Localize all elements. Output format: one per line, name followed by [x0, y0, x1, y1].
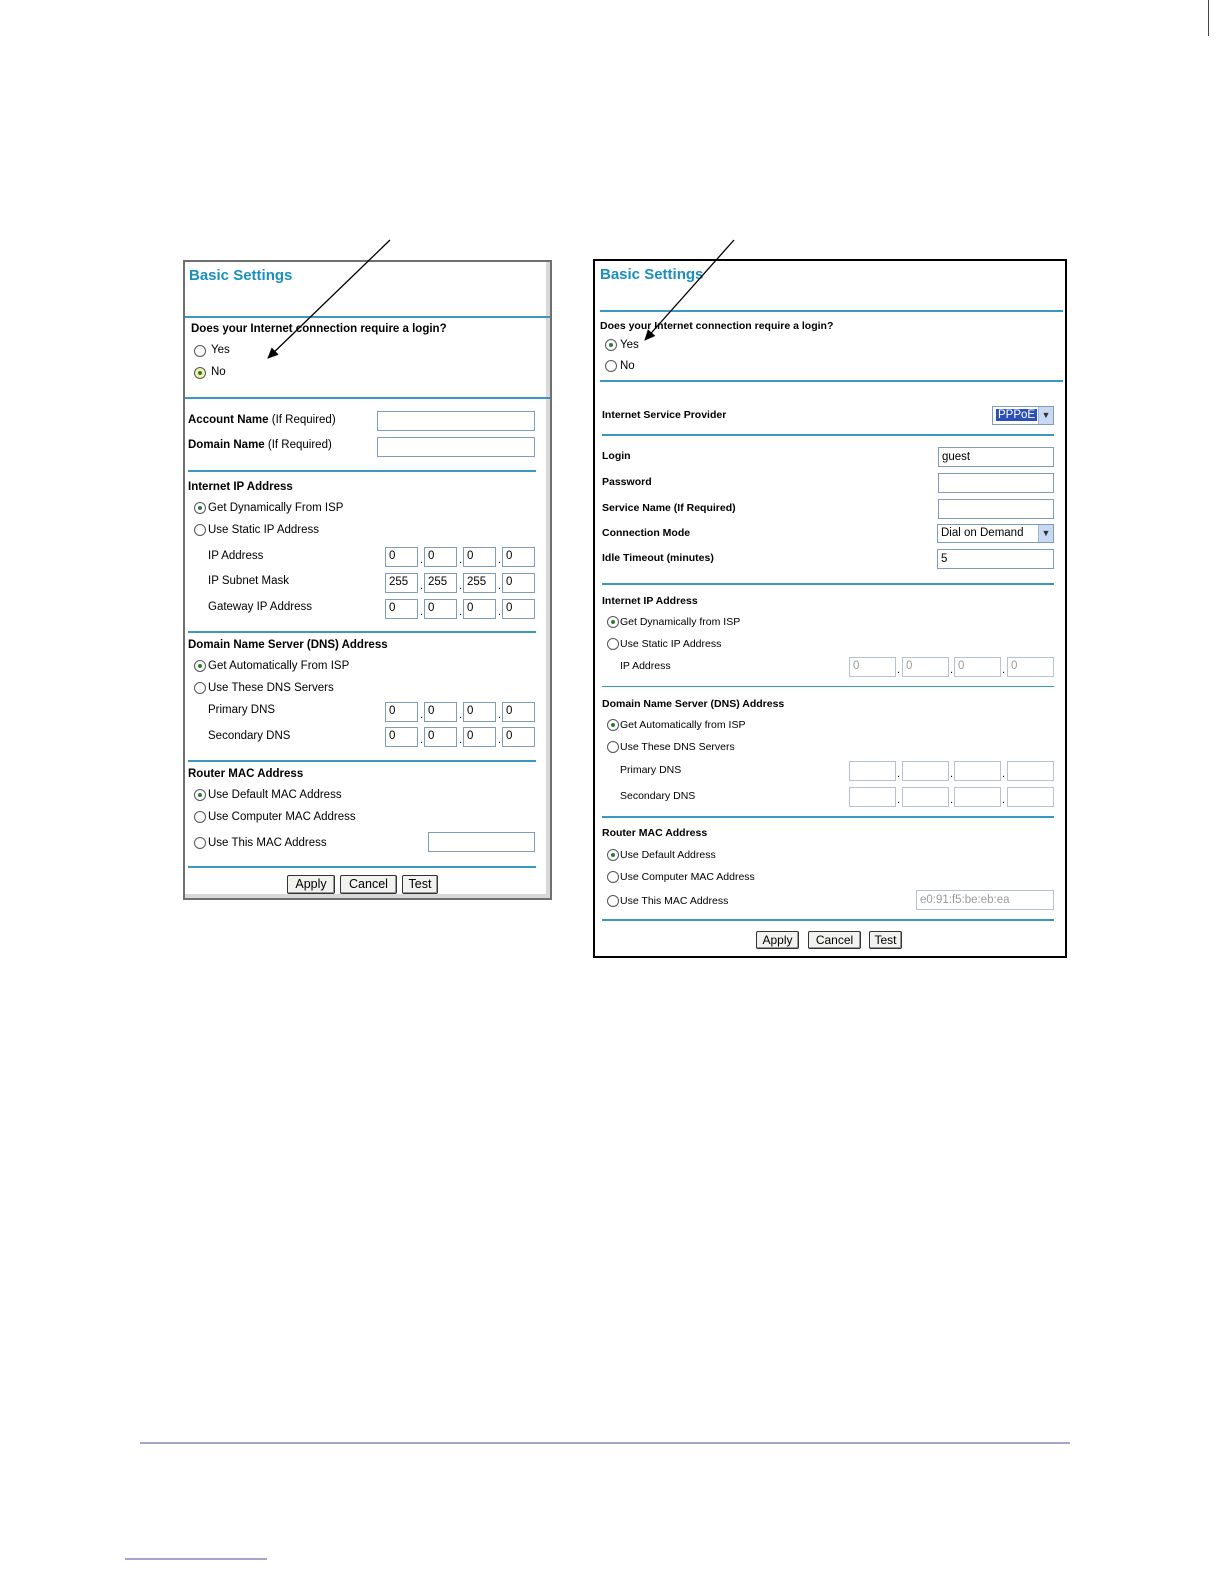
login-yes-label: Yes	[211, 344, 230, 356]
connection-mode-value: Dial on Demand	[941, 527, 1024, 539]
mac-header: Router MAC Address	[188, 768, 304, 780]
password-label: Password	[602, 476, 652, 488]
primary-dns-octet-input[interactable]: 0	[424, 702, 457, 722]
ip-octet-input[interactable]: 0	[849, 657, 896, 677]
login-label: Login	[602, 450, 631, 462]
callout-arrow-left	[268, 240, 390, 358]
login-input[interactable]: guest	[938, 447, 1054, 467]
subnet-octet-input[interactable]: 255	[424, 573, 457, 593]
gateway-label: Gateway IP Address	[208, 601, 312, 613]
dns-auto-label: Get Automatically from ISP	[620, 719, 746, 731]
login-no-label: No	[211, 366, 226, 378]
login-question: Does your Internet connection require a login?	[191, 323, 447, 335]
dns-manual-label: Use These DNS Servers	[620, 741, 735, 753]
basic-settings-panel-no-login: Basic Settings Does your Internet connection require a login? Yes No Account Name (If Required) Domain Name (If Required) Internet IP Address Get Dynamically From ISP Use Static IP Address IP Address 0 . 0 . 0 . 0 IP Subnet Mask 255 . 255 . 255 . 0 Gateway IP Address 0 . 0 . 0 . 0 Domain Name Server (DNS) Address Get Automatically From ISP Use These DNS Servers Primary DNS 0 . 0 . 0 . 0 Secondary DNS 0 . 0 . 0 . 0 Router MAC Address Use Default MAC Address Use Computer MAC Address Use This MAC Address Apply Cancel Test	[183, 260, 552, 900]
gateway-octet-input[interactable]: 0	[463, 599, 496, 619]
ip-octet-input[interactable]: 0	[463, 547, 496, 567]
domain-name-label: Domain Name (If Required)	[188, 439, 332, 451]
subnet-octet-input[interactable]: 0	[502, 573, 535, 593]
connection-mode-label: Connection Mode	[602, 527, 691, 539]
ip-static-label: Use Static IP Address	[208, 524, 320, 536]
ip-static-label: Use Static IP Address	[620, 638, 722, 650]
mac-default-label: Use Default MAC Address	[208, 789, 342, 801]
login-question: Does your Internet connection require a login?	[600, 320, 834, 332]
cancel-button[interactable]: Cancel	[808, 931, 861, 949]
login-yes-label: Yes	[620, 339, 639, 351]
internet-ip-header: Internet IP Address	[602, 595, 698, 607]
secondary-dns-octet-input[interactable]: 0	[424, 727, 457, 747]
chevron-down-icon: ▼	[1038, 407, 1053, 424]
ip-octet-input[interactable]: 0	[502, 547, 535, 567]
dns-manual-label: Use These DNS Servers	[208, 682, 334, 694]
secondary-dns-octet-input[interactable]: 0	[463, 727, 496, 747]
cancel-button[interactable]: Cancel	[340, 875, 397, 894]
primary-dns-octet-input[interactable]: 0	[463, 702, 496, 722]
secondary-dns-label: Secondary DNS	[620, 790, 696, 802]
subnet-octet-input[interactable]: 255	[385, 573, 418, 593]
primary-dns-label: Primary DNS	[620, 764, 682, 776]
primary-dns-octet-input[interactable]: 0	[385, 702, 418, 722]
page-title: Basic Settings	[600, 266, 704, 283]
idle-timeout-label: Idle Timeout (minutes)	[602, 552, 714, 564]
mac-this-label: Use This MAC Address	[208, 837, 327, 849]
chevron-down-icon: ▼	[1038, 525, 1053, 542]
callout-arrow-right	[645, 240, 734, 340]
subnet-mask-label: IP Subnet Mask	[208, 575, 289, 587]
mac-address-input[interactable]: e0:91:f5:be:eb:ea	[916, 890, 1054, 910]
apply-button[interactable]: Apply	[756, 931, 799, 949]
ip-dynamic-label: Get Dynamically from ISP	[620, 616, 741, 628]
primary-dns-octet-input[interactable]: 0	[502, 702, 535, 722]
mac-computer-label: Use Computer MAC Address	[620, 871, 755, 883]
dns-header: Domain Name Server (DNS) Address	[188, 639, 388, 651]
secondary-dns-octet-input[interactable]: 0	[502, 727, 535, 747]
ip-octet-input[interactable]: 0	[954, 657, 1001, 677]
ip-address-label: IP Address	[208, 550, 264, 562]
dns-auto-label: Get Automatically From ISP	[208, 660, 350, 672]
ip-address-label: IP Address	[620, 660, 671, 672]
secondary-dns-octet-input[interactable]: 0	[385, 727, 418, 747]
secondary-dns-label: Secondary DNS	[208, 730, 291, 742]
account-name-label: Account Name (If Required)	[188, 414, 336, 426]
mac-computer-label: Use Computer MAC Address	[208, 811, 356, 823]
top-right-rule	[1208, 0, 1209, 36]
test-button[interactable]: Test	[869, 931, 902, 949]
apply-button[interactable]: Apply	[287, 875, 335, 894]
gateway-octet-input[interactable]: 0	[502, 599, 535, 619]
primary-dns-label: Primary DNS	[208, 704, 276, 716]
isp-selected-value: PPPoE	[998, 409, 1036, 421]
gateway-octet-input[interactable]: 0	[424, 599, 457, 619]
mac-this-label: Use This MAC Address	[620, 895, 729, 907]
basic-settings-panel-pppoe: Basic Settings Does your Internet connection require a login? Yes No Internet Service Provider PPPoE ▼ Login guest Password Service Name (If Required) Connection Mode Dial on Demand ▼ Idle Timeout (minutes) 5 Internet IP Address Get Dynamically from ISP Use Static IP Address IP Address 0 . 0 . 0 . 0 Domain Name Server (DNS) Address Get Automatically from ISP Use These DNS Servers Primary DNS . . . Secondary DNS . . . Router MAC Address Use Default Address Use Computer MAC Address Use This MAC Address e0:91:f5:be:eb:ea Apply Cancel Test	[593, 259, 1067, 958]
idle-timeout-input[interactable]: 5	[937, 549, 1054, 569]
ip-octet-input[interactable]: 0	[1007, 657, 1054, 677]
test-button[interactable]: Test	[402, 875, 438, 894]
mac-header: Router MAC Address	[602, 827, 708, 839]
isp-label: Internet Service Provider	[602, 409, 727, 421]
subnet-octet-input[interactable]: 255	[463, 573, 496, 593]
ip-octet-input[interactable]: 0	[385, 547, 418, 567]
mac-default-label: Use Default Address	[620, 849, 716, 861]
ip-octet-input[interactable]: 0	[424, 547, 457, 567]
internet-ip-header: Internet IP Address	[188, 481, 293, 493]
login-no-label: No	[620, 360, 635, 372]
page-title: Basic Settings	[189, 267, 293, 284]
gateway-octet-input[interactable]: 0	[385, 599, 418, 619]
ip-octet-input[interactable]: 0	[902, 657, 949, 677]
service-name-label: Service Name (If Required)	[602, 502, 736, 514]
dns-header: Domain Name Server (DNS) Address	[602, 698, 785, 710]
ip-dynamic-label: Get Dynamically From ISP	[208, 502, 344, 514]
